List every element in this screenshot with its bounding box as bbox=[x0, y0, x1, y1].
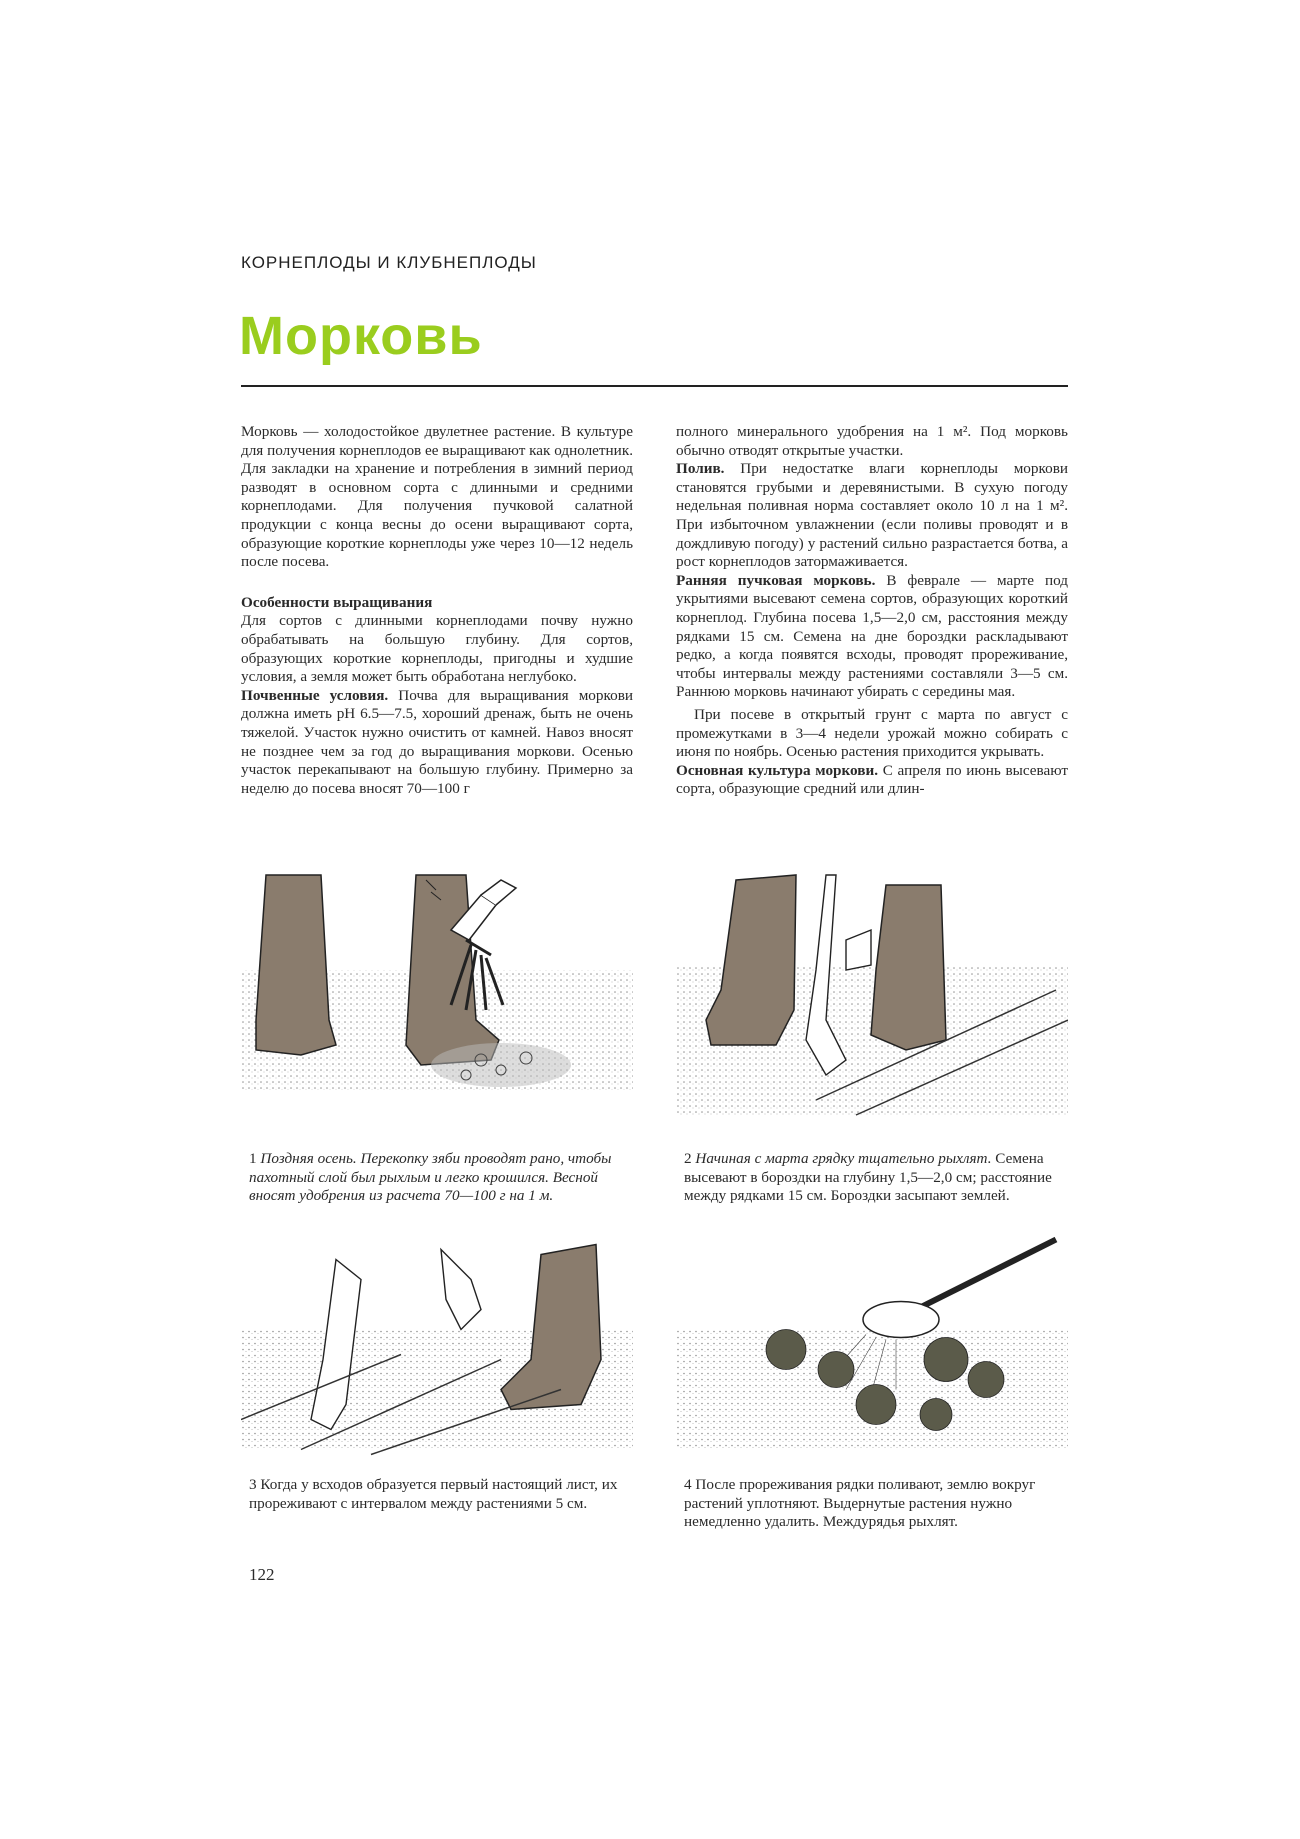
water-lead: Полив. bbox=[676, 460, 725, 478]
figure-4-text: После прореживания рядки поливают, землю вокруг растений уплотняют. Выдернутые растения нужно немедленно удалить. Междурядья рыхлят. bbox=[684, 1476, 1036, 1531]
main-lead: Основная культура моркови. bbox=[676, 761, 879, 779]
left-column bbox=[241, 423, 633, 798]
figure-1-caption bbox=[249, 1150, 641, 1206]
paragraph-watering bbox=[676, 460, 1068, 572]
early-text: В феврале — марте под укрытиями высевают семена сортов, образующих короткий корнеплод. Глубина посева 1,5—2,0 см, расстояния между рядками 15 см. Семена на дне бороздки раскладывают редко, а когда появятся всходы, проводят прореживание, чтобы интервалы между растениями составляли 3—5 см. Раннюю морковь начинают убирать с середины мая. bbox=[676, 571, 1068, 701]
figure-2-text: Семена высевают в бороздки на глубину 1,5—2,0 см; расстояние между рядками 15 см. Бороздки засыпают землей. bbox=[684, 1150, 1052, 1205]
figure-1-title: Поздняя осень. bbox=[260, 1150, 357, 1167]
figure-thinning-illustration bbox=[241, 1222, 633, 1487]
figure-1-text: Перекопку зяби проводят рано, чтобы пахотный слой был рыхлым и легко крошился. Весной вносят удобрения из расчета 70—100 г на 1 м. bbox=[249, 1150, 612, 1205]
figure-2-caption bbox=[684, 1150, 1076, 1206]
right-column bbox=[676, 423, 1068, 799]
figure-watering-illustration bbox=[676, 1222, 1068, 1487]
page-title: Морковь bbox=[239, 306, 483, 366]
figure-sowing-illustration bbox=[676, 870, 1068, 1135]
figure-1-number: 1 bbox=[249, 1150, 257, 1167]
section-label: КОРНЕПЛОДЫ И КЛУБНЕПЛОДЫ bbox=[241, 253, 537, 272]
figure-digging-illustration bbox=[241, 870, 633, 1135]
paragraph-fertilizer: полного минерального удобрения на 1 м². Под морковь обычно отводят открытые участки. bbox=[676, 423, 1068, 459]
figure-2-title: Начиная с марта грядку тщательно рыхлят. bbox=[695, 1150, 992, 1167]
intro-paragraph: Морковь — холодостойкое двулетнее растение. В культуре для получения корнеплодов ее выращивают как однолетник. Для закладки на хранение и потребления в зимний период разводят в основном сорта с длинными и средними корнеплодами. Для получения пучковой салатной продукции с конца весны до осени выращивают сорта, образующие короткие корнеплоды уже через 10—12 недель после посева. bbox=[241, 423, 633, 571]
paragraph-open-ground: При посеве в открытый грунт с марта по август с промежутками в 3—4 недели урожай можно собирать с июня по ноябрь. Осенью растения приходится укрывать. bbox=[676, 705, 1068, 761]
figure-3-text: Когда у всходов образуется первый настоящий лист, их прореживают с интервалом между растениями 5 см. bbox=[249, 1476, 618, 1512]
subheading: Особенности выращивания bbox=[241, 593, 433, 611]
paragraph-main bbox=[676, 762, 1068, 799]
figure-4-number: 4 bbox=[684, 1476, 692, 1493]
water-text: При недостатке влаги корнеплоды моркови становятся грубыми и деревянистыми. В сухую погоду недельная поливная норма составляет около 10 л на 1 м². При избыточном увлажнении (если поливы проводят и в дождливую погоду) у растений сильно разрастается ботва, а рост корнеплодов затормаживается. bbox=[676, 460, 1068, 571]
figure-2-number: 2 bbox=[684, 1150, 692, 1167]
figure-3-number: 3 bbox=[249, 1476, 257, 1493]
title-rule bbox=[241, 385, 1068, 387]
page-number: 122 bbox=[249, 1565, 275, 1584]
paragraph-soil bbox=[241, 687, 633, 799]
soil-text: Почва для выращивания моркови должна иметь pH 6.5—7.5, хороший дренаж, быть не очень тяжелой. Участок нужно очистить от камней. Навоз вносят не позднее чем за год до выращивания моркови. Осенью участок перекапывают на большую глубину. Примерно за неделю до посева вносят 70—100 г bbox=[241, 686, 633, 797]
figure-4-caption bbox=[684, 1476, 1076, 1532]
paragraph-depth: Для сортов с длинными корнеплодами почву нужно обрабатывать на большую глубину. Для сортов, образующих короткие корнеплоды, пригодны и худшие условия, а земля может быть обработана неглубоко. bbox=[241, 612, 633, 686]
soil-lead: Почвенные условия. bbox=[241, 686, 389, 704]
early-lead: Ранняя пучковая морковь. bbox=[676, 571, 876, 589]
main-text: С апреля по июнь высевают сорта, образующие средний или длин- bbox=[676, 761, 1069, 798]
paragraph-early bbox=[676, 572, 1068, 702]
figure-3-caption bbox=[249, 1476, 641, 1513]
